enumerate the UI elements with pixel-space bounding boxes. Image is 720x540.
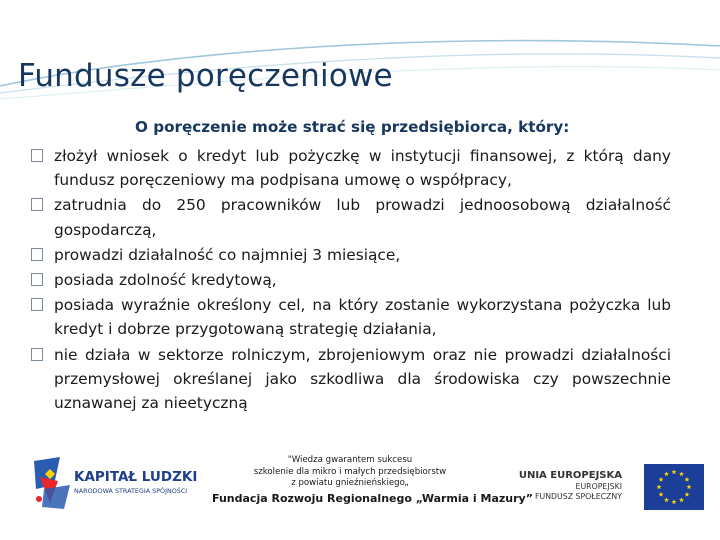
bullet-item bbox=[28, 268, 671, 292]
eu-flag-icon bbox=[644, 464, 704, 510]
bullet-item bbox=[28, 343, 671, 416]
project-note-line: szkolenie dla mikro i małych przedsiębiorstw bbox=[253, 466, 447, 477]
checkbox-bullet-icon bbox=[31, 348, 43, 361]
kapital-ludzki-logo bbox=[30, 455, 210, 510]
kapital-ludzki-mark-icon bbox=[30, 455, 72, 510]
bullet-text: złożył wniosek o kredyt lub pożyczkę w instytucji finansowej, z którą dany fundusz poręczeniowy ma podpisana umowę o współpracy, bbox=[54, 147, 671, 190]
bullet-text: posiada zdolność kredytową, bbox=[54, 271, 277, 290]
kapital-ludzki-name: KAPITAŁ LUDZKI bbox=[74, 469, 198, 485]
bullet-text: nie działa w sektorze rolniczym, zbrojeniowym oraz nie prowadzi działalności przemysłowej określanej jako szkodliwa dla środowiska czy powszechnie uznawanej za nieetyczną bbox=[54, 345, 671, 413]
slide-title: Fundusze poręczeniowe bbox=[18, 58, 393, 94]
checkbox-bullet-icon bbox=[31, 248, 43, 261]
checkbox-bullet-icon bbox=[31, 273, 43, 286]
bullet-item bbox=[28, 243, 671, 267]
checkbox-bullet-icon bbox=[31, 149, 43, 162]
bullet-list bbox=[28, 144, 671, 416]
project-note-line: z powiatu gnieźnieńskiego„ bbox=[291, 478, 409, 488]
eu-line-union: UNIA EUROPEJSKA bbox=[518, 470, 622, 481]
eu-logo-text bbox=[515, 470, 622, 502]
bullet-item bbox=[28, 193, 671, 241]
bullet-text: prowadzi działalność co najmniej 3 miesiące, bbox=[54, 245, 401, 264]
kapital-ludzki-subtitle: NARODOWA STRATEGIA SPÓJNOŚCI bbox=[74, 487, 188, 495]
eu-line-fund: FUNDUSZ SPOŁECZNY bbox=[535, 492, 622, 501]
project-note-line: "Wiedza gwarantem sukcesu bbox=[287, 455, 413, 465]
checkbox-bullet-icon bbox=[31, 298, 43, 311]
bullet-item bbox=[28, 144, 671, 192]
eu-line-european: EUROPEJSKI bbox=[575, 482, 622, 491]
organization-name: Fundacja Rozwoju Regionalnego „Warmia i Mazury” bbox=[212, 492, 533, 505]
slide-subtitle: O poręczenie może strać się przedsiębiorca, który: bbox=[135, 118, 570, 136]
bullet-text: posiada wyraźnie określony cel, na który zostanie wykorzystana pożyczka lub kredyt i dobrze przygotowaną strategię działania, bbox=[54, 296, 671, 339]
bullet-text: zatrudnia do 250 pracowników lub prowadzi jednoosobową działalność gospodarczą, bbox=[54, 196, 671, 239]
project-note bbox=[230, 455, 470, 490]
checkbox-bullet-icon bbox=[31, 198, 43, 211]
bullet-item bbox=[28, 293, 671, 341]
